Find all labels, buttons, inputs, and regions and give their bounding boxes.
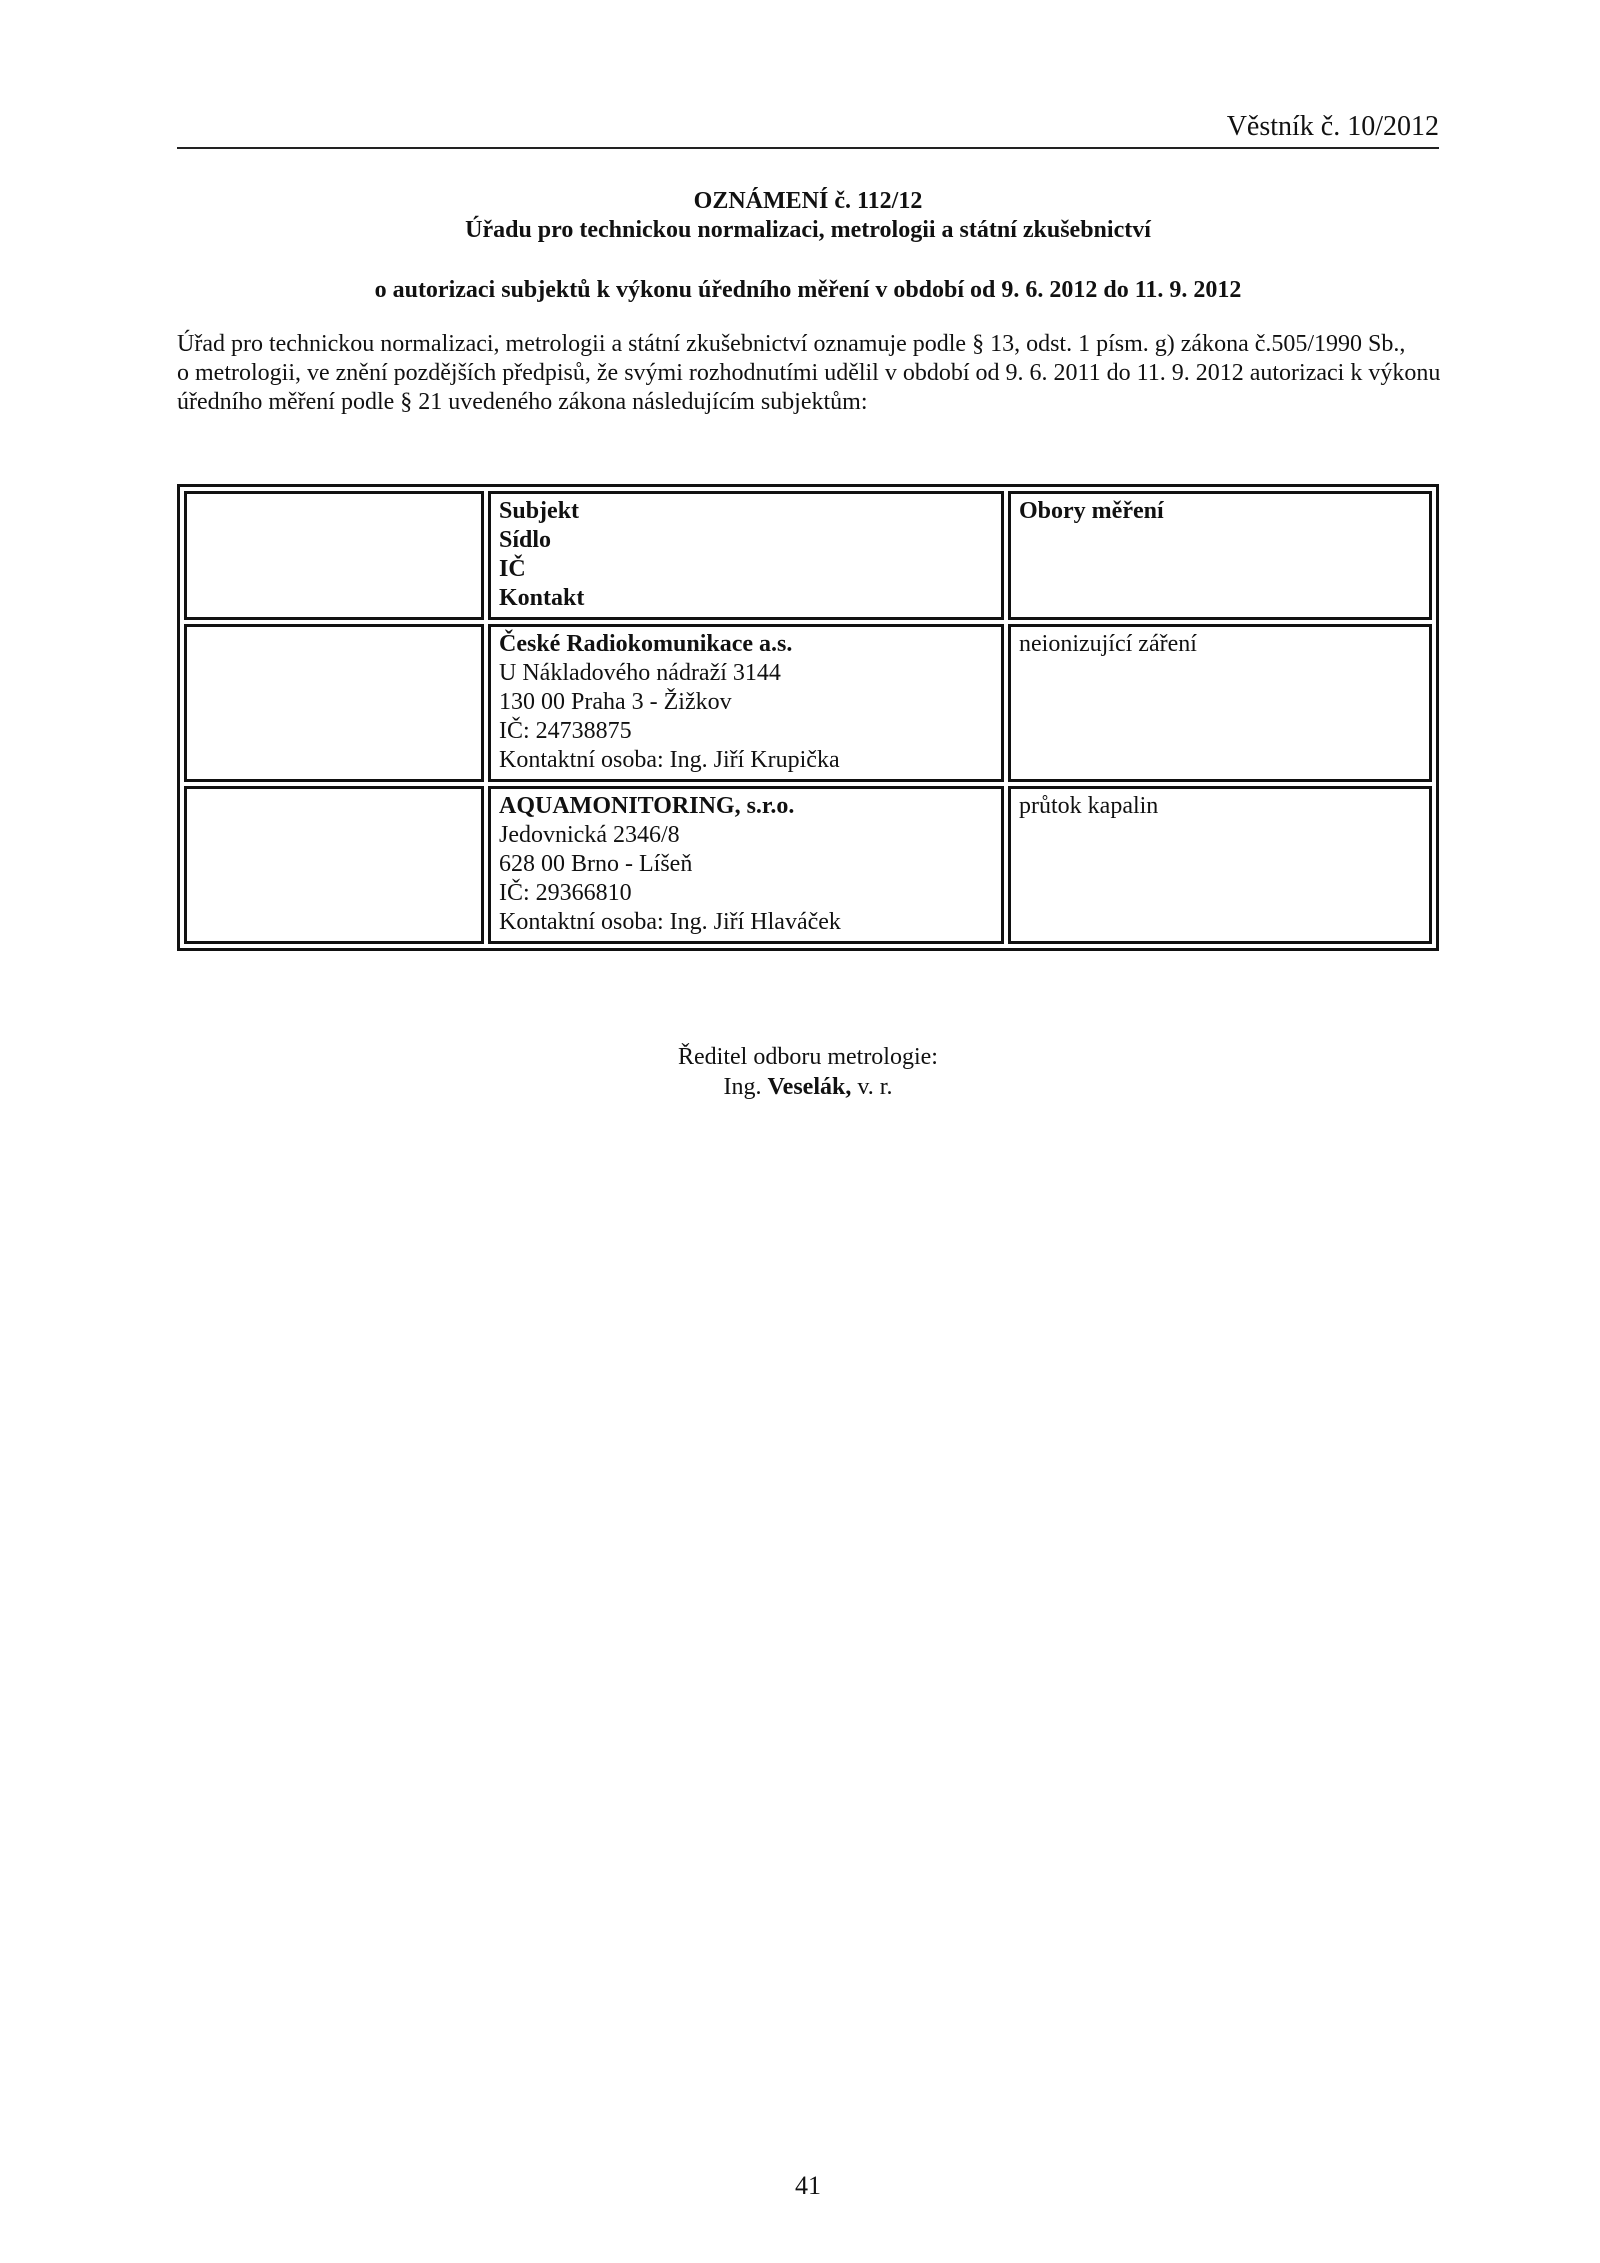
subject-contact: Kontaktní osoba: Ing. Jiří Hlaváček <box>499 909 841 935</box>
row-fields-cell <box>1008 786 1432 944</box>
subject-ic: IČ: 24738875 <box>499 718 632 744</box>
authorized-subjects-table <box>177 484 1439 951</box>
subject-contact: Kontaktní osoba: Ing. Jiří Krupička <box>499 747 840 773</box>
row-fields-cell <box>1008 624 1432 782</box>
intro-line: o metrologii, ve znění pozdějších předpisů, že svými rozhodnutími udělil v období od 9. 6. 2011 do 11. 9. 2012 autorizaci k výkonu <box>177 360 1441 386</box>
header-ic-label: IČ <box>499 556 526 582</box>
journal-issue: Věstník č. 10/2012 <box>1226 111 1439 142</box>
signature-prefix: Ing. <box>723 1074 762 1100</box>
measurement-field: průtok kapalin <box>1019 793 1159 819</box>
subject-ic: IČ: 29366810 <box>499 880 632 906</box>
signature-suffix: v. r. <box>857 1074 893 1100</box>
signature-block <box>177 1042 1439 1102</box>
announcement-subject: o autorizaci subjektů k výkonu úředního měření v období od 9. 6. 2012 do 11. 9. 2012 <box>374 277 1242 303</box>
table-row <box>184 786 1432 944</box>
signature-name <box>177 1072 1439 1102</box>
subject-name: AQUAMONITORING, s.r.o. <box>499 793 795 819</box>
signature-surname: Veselák, <box>767 1074 852 1100</box>
subject-street: Jedovnická 2346/8 <box>499 822 680 848</box>
measurement-field: neionizující záření <box>1019 631 1197 657</box>
page-number: 41 <box>795 2171 821 2200</box>
signature-role: Ředitel odboru metrologie: <box>678 1044 938 1070</box>
table-header-row <box>184 491 1432 620</box>
subject-city: 130 00 Praha 3 - Žižkov <box>499 689 732 715</box>
row-subject-cell <box>488 624 1004 782</box>
row-subject-cell <box>488 786 1004 944</box>
announcement-number: OZNÁMENÍ č. 112/12 <box>693 188 923 214</box>
header-contact-label: Kontakt <box>499 585 585 611</box>
subject-street: U Nákladového nádraží 3144 <box>499 660 781 686</box>
intro-paragraph <box>177 330 1439 417</box>
subject-name: České Radiokomunikace a.s. <box>499 631 793 657</box>
header-seat-label: Sídlo <box>499 527 552 553</box>
header-number-cell <box>184 491 484 620</box>
header-fields-cell <box>1008 491 1432 620</box>
header-fields-label: Obory měření <box>1019 498 1164 524</box>
intro-line: úředního měření podle § 21 uvedeného zákona následujícím subjektům: <box>177 389 868 415</box>
row-number-cell <box>184 624 484 782</box>
intro-line: Úřad pro technickou normalizaci, metrologii a státní zkušebnictví oznamuje podle § 13, odst. 1 písm. g) zákona č.505/1990 Sb., <box>177 331 1406 357</box>
header-subject-label: Subjekt <box>499 498 580 524</box>
page-header <box>177 112 1439 149</box>
row-number-cell <box>184 786 484 944</box>
issuing-office: Úřadu pro technickou normalizaci, metrologii a státní zkušebnictví <box>465 217 1151 243</box>
header-subject-cell <box>488 491 1004 620</box>
subject-city: 628 00 Brno - Líšeň <box>499 851 693 877</box>
table-row <box>184 624 1432 782</box>
